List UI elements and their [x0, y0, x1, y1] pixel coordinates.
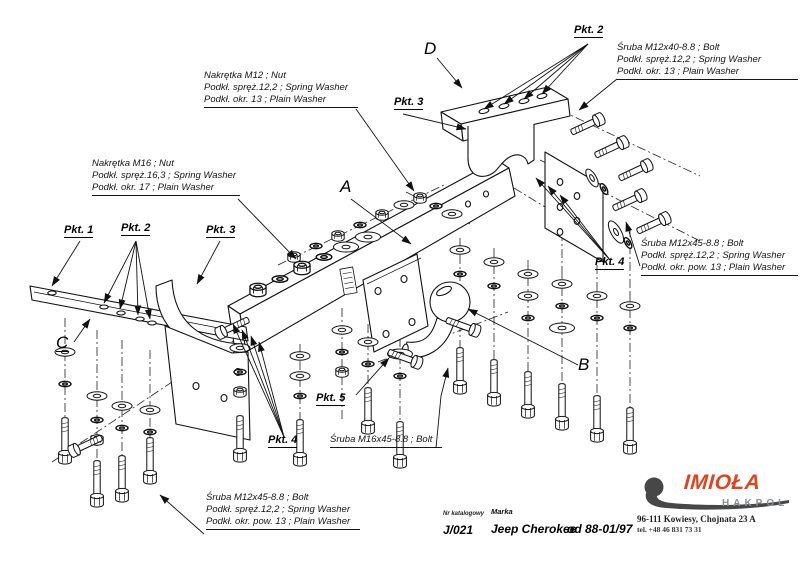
callout-nut-m16	[92, 158, 240, 196]
callout-bolt-m12x45-left	[206, 492, 360, 530]
callout-bolt-m12x45-right	[641, 238, 798, 276]
logo-address: 96-111 Kowiesy, Chojnata 23 A	[637, 514, 756, 524]
right-side-plate	[545, 152, 603, 262]
logo-brand-name: IMIOŁA	[683, 471, 762, 494]
logo-phone: tel. +48 46 831 73 31	[637, 525, 702, 534]
point-marker-pkt5: Pkt. 5	[316, 392, 346, 404]
point-marker-pkt3-top: Pkt. 3	[394, 96, 424, 108]
logo-sub-brand: HAKPOL	[722, 498, 789, 509]
callout-line: Podkł. okr. 17 ; Plain Washer	[92, 182, 214, 193]
point-marker-pkt2-left: Pkt. 2	[121, 222, 151, 234]
callout-line: Podkł. okr. 13 ; Plain Washer	[617, 66, 739, 77]
callout-line: Podkł. spręż.12,2 ; Spring Washer	[206, 504, 350, 515]
catalog-number-label: Nr katalogowy	[443, 511, 485, 517]
brand-label: Marka	[491, 507, 513, 516]
callout-line: Śruba M12x40-8.8 ; Bolt	[617, 42, 720, 53]
catalog-number-value: J/021	[443, 523, 474, 537]
point-marker-pkt4-right: Pkt. 4	[595, 256, 625, 268]
callout-line: Podkł. okr. pow. 13 ; Plain Washer	[206, 516, 351, 527]
brand-value: Jeep Cherokee	[491, 522, 577, 536]
part-letter-b: B	[578, 355, 590, 374]
part-letter-a: A	[340, 177, 352, 196]
callout-bolt-m16x45	[330, 434, 442, 448]
callout-bolt-m12x40	[617, 42, 798, 80]
callout-line: Podkł. spręż.12,2 ; Spring Washer	[617, 54, 761, 65]
part-letter-c: C	[56, 333, 69, 352]
point-marker-pkt3-left: Pkt. 3	[206, 224, 236, 236]
point-marker-pkt4-bottom: Pkt. 4	[268, 434, 298, 446]
callout-line: Podkł. spręż.16,3 ; Spring Washer	[92, 170, 236, 181]
callout-line: Podkł. okr. 13 ; Plain Washer	[204, 94, 326, 105]
callout-line: Nakrętka M16 ; Nut	[92, 158, 174, 169]
callout-line: Śruba M16x45-8.8 ; Bolt	[330, 434, 433, 445]
model-years: od 88-01/97	[567, 522, 633, 536]
left-bracket	[30, 280, 250, 440]
point-marker-pkt1: Pkt. 1	[64, 224, 94, 236]
callout-line: Śruba M12x45-8.8 ; Bolt	[206, 492, 309, 503]
callout-line: Podkł. spręż.12,2 ; Spring Washer	[204, 82, 348, 93]
callout-line: Śruba M12x45-8.8 ; Bolt	[641, 238, 744, 249]
callout-nut-m12	[204, 70, 358, 108]
callout-line: Podkł. spręż.12,2 ; Spring Washer	[641, 250, 785, 261]
part-letter-d: D	[424, 39, 437, 58]
callout-line: Nakrętka M12 ; Nut	[204, 70, 286, 81]
point-marker-pkt2-top: Pkt. 2	[574, 24, 604, 36]
callout-line: Podkł. okr. pow. 13 ; Plain Washer	[641, 262, 786, 273]
